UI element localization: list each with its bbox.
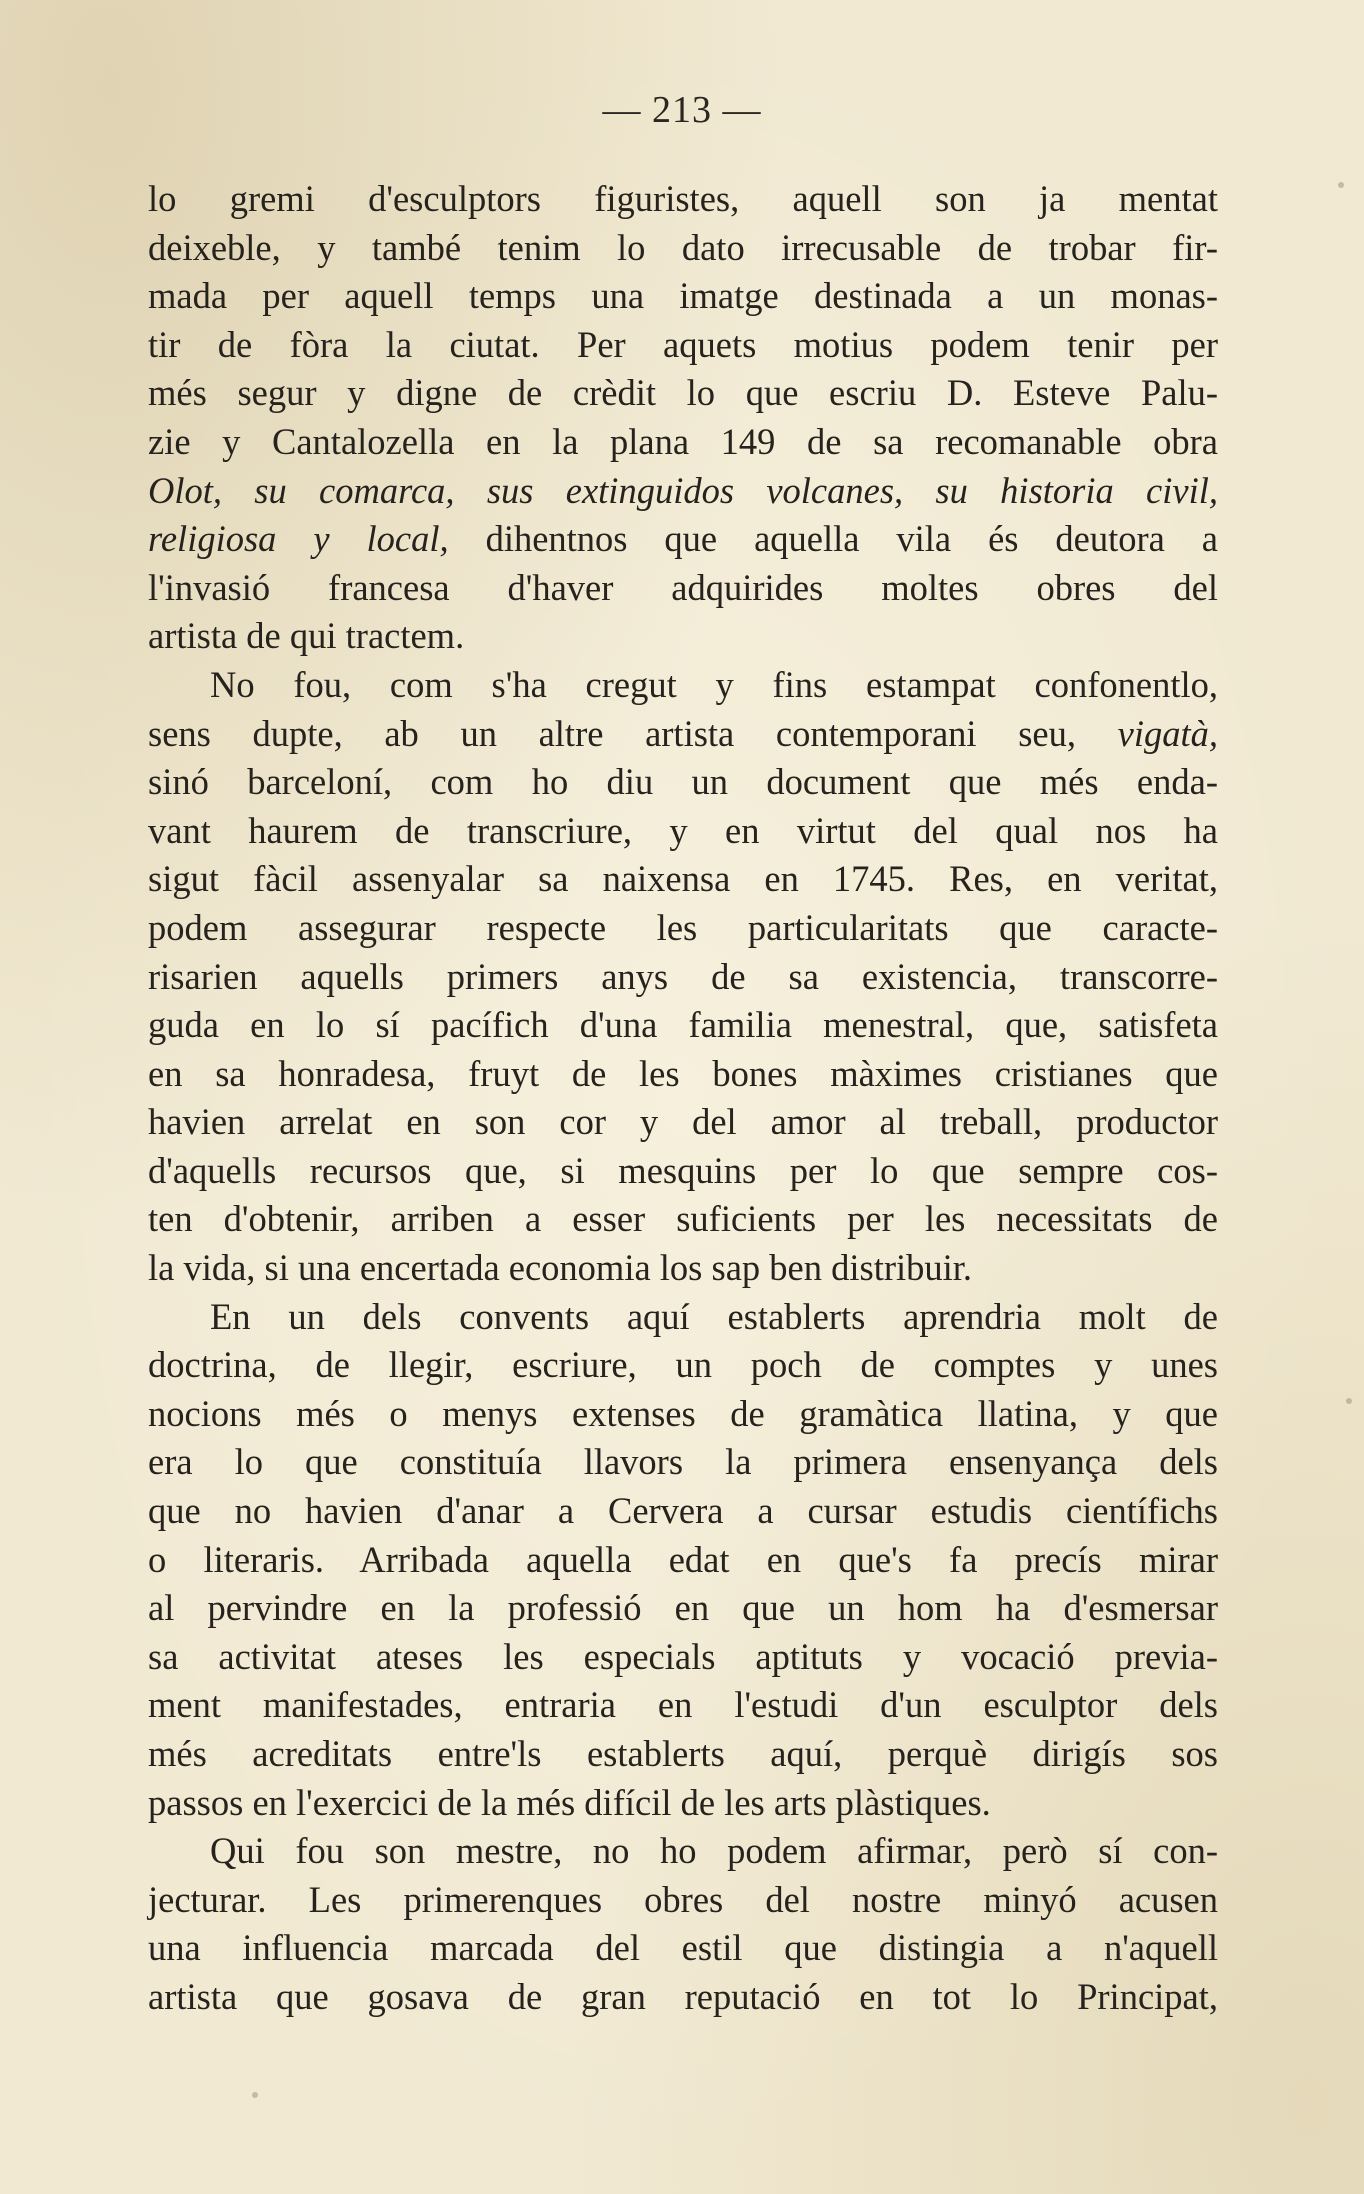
text-line bbox=[148, 1730, 1218, 1779]
line-text: zie y Cantalozella en la plana 149 de sa recomanable obra bbox=[148, 420, 1218, 462]
text-line bbox=[148, 1195, 1218, 1244]
text-line bbox=[148, 1536, 1218, 1585]
line-text: deixeble, y també tenim lo dato irrecusable de trobar fir- bbox=[148, 226, 1218, 268]
line-text: nocions més o menys extenses de gramàtica llatina, y que bbox=[148, 1392, 1218, 1434]
line-text: doctrina, de llegir, escriure, un poch de comptes y unes bbox=[148, 1344, 1218, 1386]
text-line bbox=[148, 904, 1218, 953]
text-line bbox=[148, 612, 1218, 661]
text-line bbox=[148, 807, 1218, 856]
line-text: artista de qui tractem. bbox=[148, 615, 465, 657]
text-line bbox=[148, 1584, 1218, 1633]
text-line bbox=[148, 855, 1218, 904]
text-line bbox=[148, 1633, 1218, 1682]
text-line bbox=[148, 710, 1218, 759]
line-text: ment manifestades, entraria en l'estudi d'un esculptor dels bbox=[148, 1684, 1218, 1726]
line-text: mada per aquell temps una imatge destinada a un monas- bbox=[148, 275, 1218, 317]
line-text: ten d'obtenir, arriben a esser suficients per les necessitats de bbox=[148, 1198, 1218, 1240]
line-text: podem assegurar respecte les particularitats que caracte- bbox=[148, 906, 1218, 948]
line-text: l'invasió francesa d'haver adquirides moltes obres del bbox=[148, 566, 1218, 608]
line-text: o literaris. Arribada aquella edat en que's fa precís mirar bbox=[148, 1538, 1218, 1580]
paper-speck bbox=[1338, 182, 1344, 188]
line-text: passos en l'exercici de la més difícil de les arts plàstiques. bbox=[148, 1781, 991, 1823]
paper-speck bbox=[1346, 1398, 1352, 1404]
text-line bbox=[148, 224, 1218, 273]
line-text: artista que gosava de gran reputació en tot lo Principat, bbox=[148, 1975, 1218, 2017]
line-text: la vida, si una encertada economia los sap ben distribuir. bbox=[148, 1247, 973, 1289]
line-text: havien arrelat en son cor y del amor al treball, productor bbox=[148, 1101, 1218, 1143]
line-text: lo gremi d'esculptors figuristes, aquell son ja mentat bbox=[148, 178, 1218, 219]
text-line bbox=[148, 467, 1218, 516]
line-text: que no havien d'anar a Cervera a cursar estudis científichs bbox=[148, 1490, 1218, 1532]
line-text: sens dupte, ab un altre artista contemporani seu, bbox=[148, 712, 1118, 754]
line-text: una influencia marcada del estil que distingia a n'aquell bbox=[148, 1927, 1218, 1969]
text-line bbox=[148, 1244, 1218, 1293]
text-line bbox=[148, 1876, 1218, 1925]
italic-word: vigatà, bbox=[1117, 712, 1218, 754]
text-line bbox=[148, 175, 1218, 224]
text-line bbox=[148, 1050, 1218, 1099]
text-line bbox=[148, 1147, 1218, 1196]
text-line bbox=[148, 418, 1218, 467]
text-line bbox=[148, 369, 1218, 418]
text-line bbox=[148, 1924, 1218, 1973]
line-text: més segur y digne de crèdit lo que escriu D. Esteve Palu- bbox=[148, 372, 1218, 414]
text-line bbox=[148, 1293, 1218, 1342]
text-line bbox=[148, 1341, 1218, 1390]
body-text bbox=[148, 175, 1218, 2022]
text-line bbox=[148, 1973, 1218, 2022]
line-text: No fou, com s'ha cregut y fins estampat confonentlo, bbox=[210, 663, 1218, 705]
line-text: sinó barceloní, com ho diu un document que més enda- bbox=[148, 761, 1218, 803]
line-text: Qui fou son mestre, no ho podem afirmar, però sí con- bbox=[210, 1830, 1218, 1872]
italic-title: religiosa y local, bbox=[148, 518, 449, 560]
line-text: en sa honradesa, fruyt de les bones màximes cristianes que bbox=[148, 1052, 1218, 1094]
line-text: guda en lo sí pacífich d'una familia menestral, que, satisfeta bbox=[148, 1004, 1218, 1046]
italic-title: Olot, su comarca, sus extinguidos volcanes, su historia civil, bbox=[148, 469, 1218, 511]
line-text: sa activitat ateses les especials aptituts y vocació previa- bbox=[148, 1635, 1218, 1677]
line-text: risarien aquells primers anys de sa existencia, transcorre- bbox=[148, 955, 1218, 997]
line-text: dihentnos que aquella vila és deutora a bbox=[448, 518, 1218, 560]
text-line bbox=[148, 1779, 1218, 1828]
text-line bbox=[148, 1827, 1218, 1876]
text-line bbox=[148, 321, 1218, 370]
paper-speck bbox=[252, 2092, 258, 2098]
line-text: jecturar. Les primerenques obres del nostre minyó acusen bbox=[148, 1878, 1218, 1920]
line-text: En un dels convents aquí establerts aprendria molt de bbox=[210, 1295, 1218, 1337]
text-line bbox=[148, 1681, 1218, 1730]
text-line bbox=[148, 1487, 1218, 1536]
text-line bbox=[148, 515, 1218, 564]
line-text: d'aquells recursos que, si mesquins per lo que sempre cos- bbox=[148, 1149, 1218, 1191]
page-number: — 213 — bbox=[602, 89, 762, 131]
text-line bbox=[148, 758, 1218, 807]
line-text: al pervindre en la professió en que un hom ha d'esmersar bbox=[148, 1587, 1218, 1629]
line-text: era lo que constituía llavors la primera ensenyança dels bbox=[148, 1441, 1218, 1483]
line-text: vant haurem de transcriure, y en virtut del qual nos ha bbox=[148, 809, 1218, 851]
text-line bbox=[148, 1001, 1218, 1050]
line-text: tir de fòra la ciutat. Per aquets motius podem tenir per bbox=[148, 323, 1218, 365]
text-line bbox=[148, 1438, 1218, 1487]
line-text: sigut fàcil assenyalar sa naixensa en 1745. Res, en veritat, bbox=[148, 858, 1218, 900]
line-text: més acreditats entre'ls establerts aquí, perquè dirigís sos bbox=[148, 1733, 1218, 1774]
text-line bbox=[148, 953, 1218, 1002]
text-line bbox=[148, 1390, 1218, 1439]
text-line bbox=[148, 1098, 1218, 1147]
text-line bbox=[148, 564, 1218, 613]
text-line bbox=[148, 661, 1218, 710]
text-line bbox=[148, 272, 1218, 321]
